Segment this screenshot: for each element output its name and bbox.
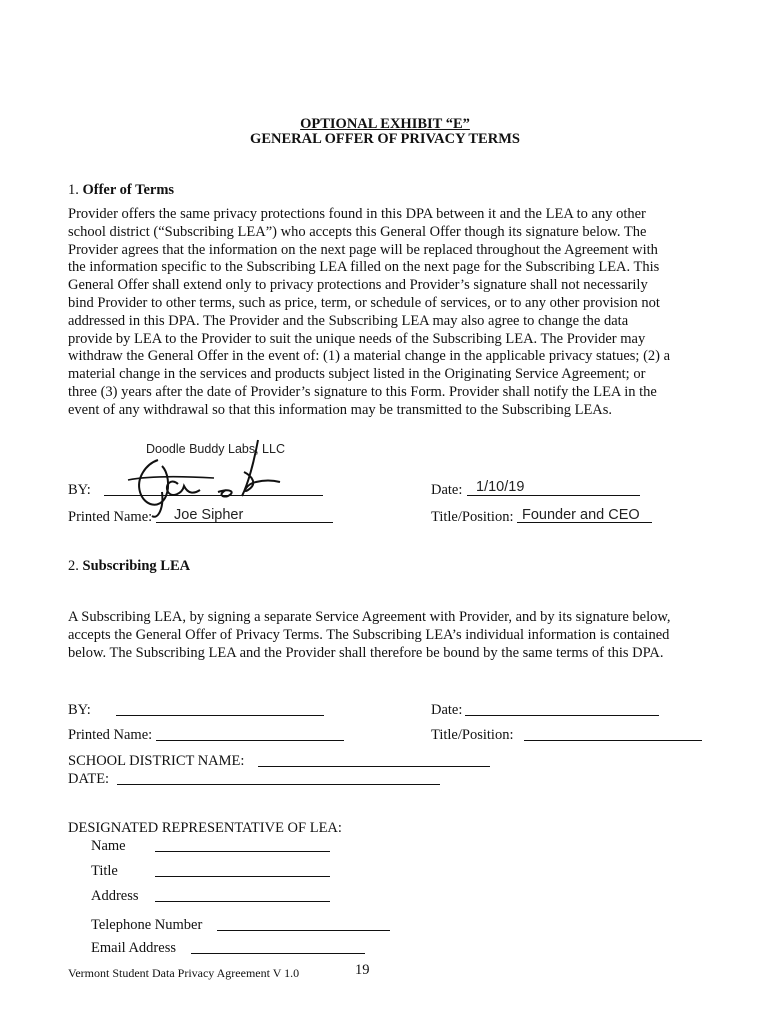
paragraph-line: three (3) years after the date of Provider’s signature to this Form. Provider shall notify the LEA in the — [68, 383, 657, 400]
paragraph-line: school district (“Subscribing LEA”) who accepts this General Offer though its signature below. The — [68, 223, 647, 240]
provider-printed-name-value: Joe Sipher — [174, 507, 244, 523]
page-number: 19 — [355, 962, 370, 978]
paragraph-line: withdraw the General Offer in the event of: (1) a material change in the applicable privacy statues; (2) a — [68, 348, 671, 365]
rep-address-label: Address — [91, 888, 139, 904]
paragraph-line: addressed in this DPA. The Provider and the Subscribing LEA may also agree to change the data — [68, 312, 629, 329]
lea-date-line[interactable] — [465, 715, 659, 716]
provider-title-value: Founder and CEO — [522, 507, 640, 523]
lea-printed-name-label: Printed Name: — [68, 727, 153, 743]
provider-title-label: Title/Position: — [431, 509, 514, 525]
section-1-number: 1. — [68, 182, 83, 198]
designated-rep-heading: DESIGNATED REPRESENTATIVE OF LEA: — [68, 820, 342, 836]
rep-name-label: Name — [91, 838, 126, 854]
section-2-heading — [68, 558, 190, 575]
provider-date-value: 1/10/19 — [476, 479, 525, 495]
section-1-heading — [68, 182, 174, 199]
section-2-number: 2. — [68, 558, 83, 574]
paragraph-line: bind Provider to other terms, such as price, term, or schedule of services, or to any other provision not — [68, 294, 660, 311]
rep-email-label: Email Address — [91, 940, 176, 956]
section-2-title: Subscribing LEA — [82, 558, 191, 574]
school-district-line[interactable] — [258, 766, 490, 767]
provider-printed-name-label: Printed Name: — [68, 509, 153, 525]
provider-date-label: Date: — [431, 482, 463, 498]
provider-date-line — [467, 495, 640, 496]
lea-by-label: BY: — [68, 702, 91, 718]
lea-title-line[interactable] — [524, 740, 702, 741]
rep-name-line[interactable] — [155, 851, 330, 852]
section-1-paragraph — [68, 206, 708, 420]
paragraph-line: material change in the services and products subject listed in the Originating Service Agreement; or — [68, 366, 646, 383]
school-district-label: SCHOOL DISTRICT NAME: — [68, 753, 245, 769]
rep-email-line[interactable] — [191, 953, 365, 954]
exhibit-title: OPTIONAL EXHIBIT “E” — [300, 116, 470, 132]
section-2-paragraph — [68, 609, 708, 662]
document-title: GENERAL OFFER OF PRIVACY TERMS — [250, 131, 520, 147]
paragraph-line: event of any withdrawal so that this information may be transmitted to the Subscribing LEAs. — [68, 401, 613, 418]
lea-date-label: Date: — [431, 702, 463, 718]
section-1-title: Offer of Terms — [82, 182, 175, 198]
paragraph-line: accepts the General Offer of Privacy Terms. The Subscribing LEA’s individual information is contained — [68, 626, 670, 643]
lea-printed-name-line[interactable] — [156, 740, 344, 741]
footer-text: Vermont Student Data Privacy Agreement V 1.0 — [68, 966, 300, 980]
lea-date2-label: DATE: — [68, 771, 110, 787]
rep-title-label: Title — [91, 863, 118, 879]
rep-address-line[interactable] — [155, 901, 330, 902]
rep-telephone-line[interactable] — [217, 930, 390, 931]
paragraph-line: below. The Subscribing LEA and the Provider shall therefore be bound by the same terms of this DPA. — [68, 644, 664, 661]
paragraph-line: General Offer shall extend only to privacy protections and Provider’s signature shall not necessarily — [68, 277, 648, 294]
paragraph-line: provide by LEA to the Provider to suit the unique needs of the Subscribing LEA. The Provider may — [68, 330, 646, 347]
provider-by-label: BY: — [68, 482, 91, 498]
lea-title-label: Title/Position: — [431, 727, 514, 743]
lea-date2-line[interactable] — [117, 784, 440, 785]
paragraph-line: Provider offers the same privacy protections found in this DPA between it and the LEA to any other — [68, 206, 646, 222]
paragraph-line: A Subscribing LEA, by signing a separate Service Agreement with Provider, and by its signature below, — [68, 609, 671, 625]
rep-telephone-label: Telephone Number — [91, 917, 203, 933]
rep-title-line[interactable] — [155, 876, 330, 877]
paragraph-line: the information specific to the Subscribing LEA filled on the next page for the Subscribing LEA. This — [68, 259, 660, 276]
paragraph-line: Provider agrees that the information on the next page will be replaced throughout the Agreement with — [68, 241, 658, 258]
provider-company-name: Doodle Buddy Labs, LLC — [146, 442, 285, 456]
lea-by-line[interactable] — [116, 715, 324, 716]
